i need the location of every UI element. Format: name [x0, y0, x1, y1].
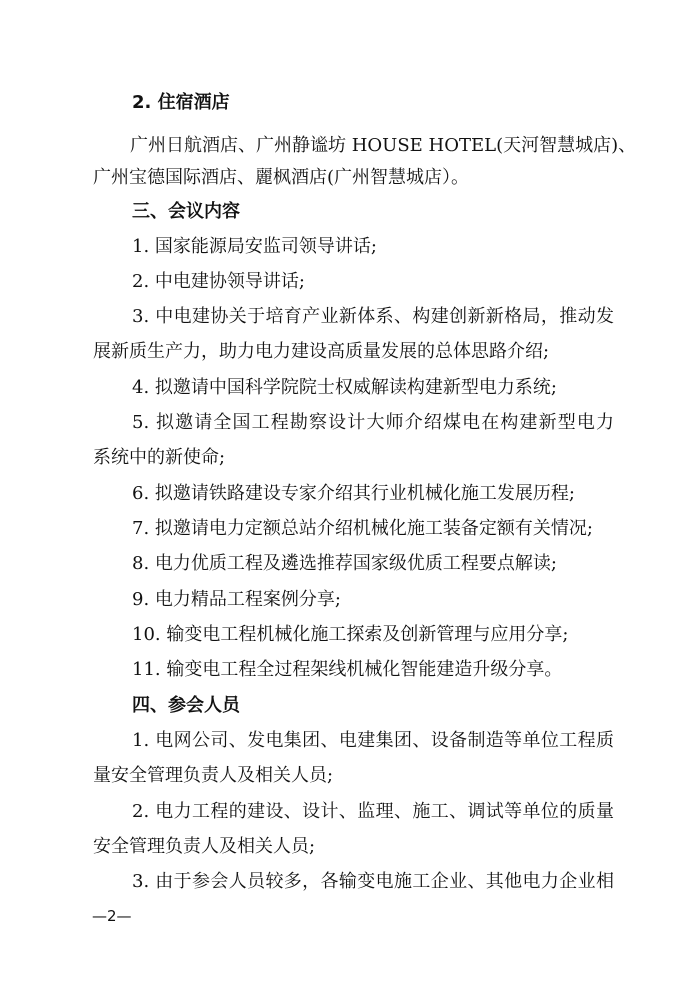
meeting-content-heading: 三、会议内容	[132, 201, 240, 222]
meeting-item-11: 11. 输变电工程全过程架线机械化智能建造升级分享。	[132, 659, 563, 680]
meeting-item-7: 7. 拟邀请电力定额总站介绍机械化施工装备定额有关情况;	[132, 518, 593, 539]
hotel-line-2: 广州宝德国际酒店、麗枫酒店(广州智慧城店）。	[93, 167, 470, 188]
attendee-item-1-line-1: 1. 电网公司、发电集团、电建集团、设备制造等单位工程质	[132, 730, 614, 751]
meeting-item-10: 10. 输变电工程机械化施工探索及创新管理与应用分享;	[132, 624, 569, 645]
meeting-item-2: 2. 中电建协领导讲话;	[132, 271, 305, 292]
page-number: —2—	[92, 907, 132, 925]
meeting-item-5-line-1: 5. 拟邀请全国工程勘察设计大师介绍煤电在构建新型电力	[132, 412, 614, 433]
meeting-item-4: 4. 拟邀请中国科学院院士权威解读构建新型电力系统;	[132, 377, 557, 398]
meeting-item-5-line-2: 系统中的新使命;	[93, 447, 226, 468]
attendee-item-1-line-2: 量安全管理负责人及相关人员;	[93, 765, 334, 786]
attendee-item-3-line-1: 3. 由于参会人员较多，各输变电施工企业、其他电力企业相	[132, 871, 614, 892]
meeting-item-8: 8. 电力优质工程及遴选推荐国家级优质工程要点解读;	[132, 553, 557, 574]
meeting-item-1: 1. 国家能源局安监司领导讲话;	[132, 236, 377, 257]
hotel-heading: 2. 住宿酒店	[132, 92, 230, 113]
attendees-heading: 四、参会人员	[132, 695, 240, 716]
attendee-item-2-line-2: 安全管理负责人及相关人员;	[93, 836, 316, 857]
meeting-item-9: 9. 电力精品工程案例分享;	[132, 589, 341, 610]
meeting-item-3-line-2: 展新质生产力，助力电力建设高质量发展的总体思路介绍;	[93, 341, 550, 362]
attendee-item-2-line-1: 2. 电力工程的建设、设计、监理、施工、调试等单位的质量	[132, 801, 614, 822]
meeting-item-3-line-1: 3. 中电建协关于培育产业新体系、构建创新新格局，推动发	[132, 306, 614, 327]
meeting-item-6: 6. 拟邀请铁路建设专家介绍其行业机械化施工发展历程;	[132, 483, 575, 504]
hotel-line-1: 广州日航酒店、广州静谧坊 HOUSE HOTEL(天河智慧城店)、	[130, 135, 637, 156]
